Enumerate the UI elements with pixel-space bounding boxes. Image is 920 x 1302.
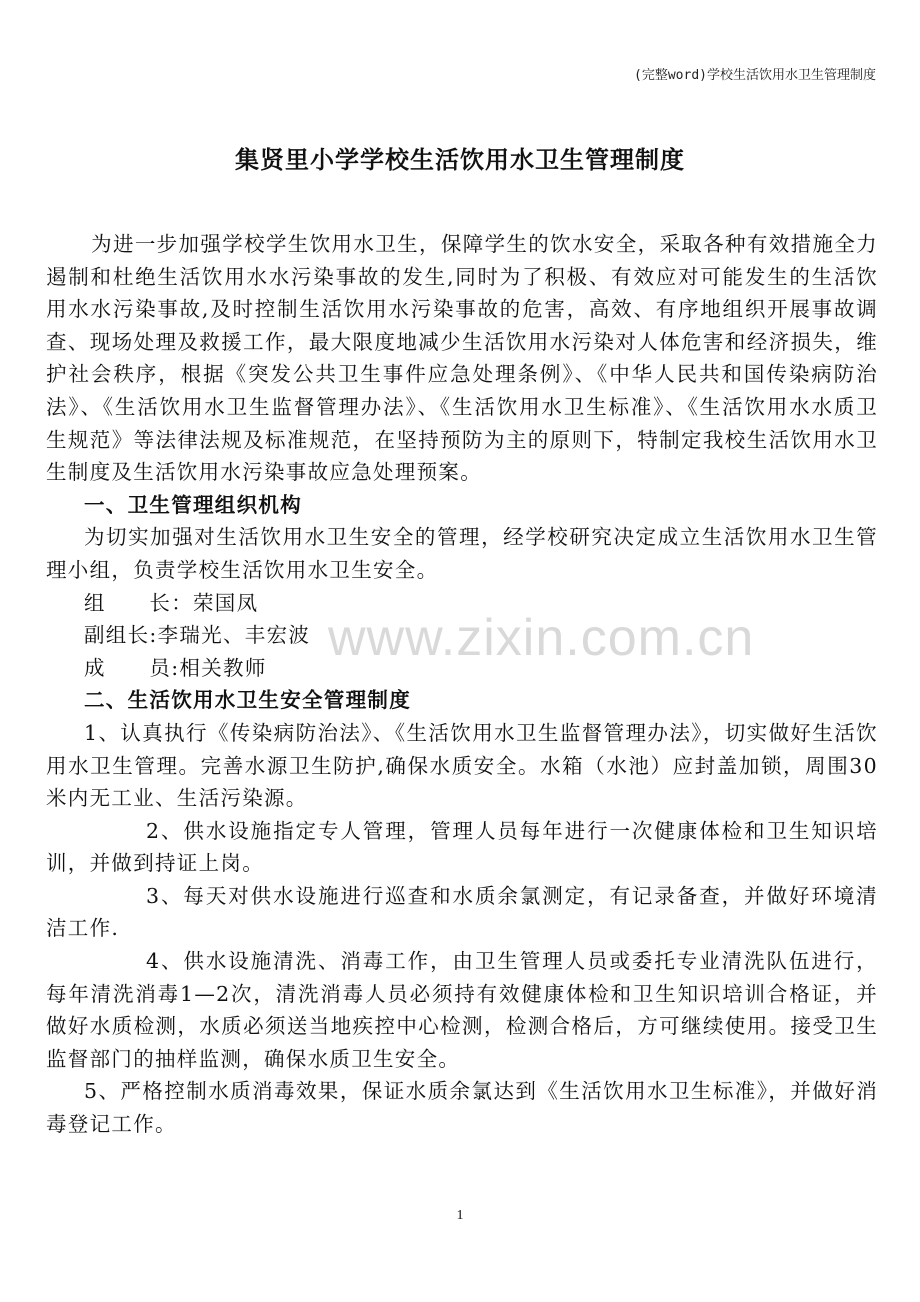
member-names: 李瑞光、丰宏波: [157, 623, 311, 648]
rule-item: 4、供水设施清洗、消毒工作，由卫生管理人员或委托专业清洗队伍进行，每年清洗消毒1—2次，清洗消毒人员必须持有效健康体检和卫生知识培训合格证，并做好水质检测，水质必须送当地疾控中心检测，检测合格后，方可继续使用。接受卫生监督部门的抽样监测，确保水质卫生安全。: [46, 949, 878, 1071]
member-names: 荣国凤: [193, 590, 259, 615]
section-heading-organization: 一、卫生管理组织机构: [84, 492, 302, 517]
intro-paragraph: 为进一步加强学校学生饮用水卫生，保障学生的饮水安全，采取各种有效措施全力遏制和杜绝生活饮用水水污染事故的发生,同时为了积极、有效应对可能发生的生活饮用水水污染事故,及时控制生活饮用水污染事故的危害，高效、有序地组织开展事故调查、现场处理及救援工作，最大限度地减少生活饮用水污染对人体危害和经济损失，维护社会秩序，根据《突发公共卫生事件应急处理条例》、《中华人民共和国传染病防治法》、《生活饮用水卫生监督管理办法》、《生活饮用水卫生标准》、《生活饮用水水质卫生规范》等法律法规及标准规范，在坚持预防为主的原则下，特制定我校生活饮用水卫生制度及生活饮用水污染事故应急处理预案。: [46, 232, 878, 485]
member-role: 成 员:: [84, 655, 180, 680]
member-row: [46, 619, 878, 652]
document-title: 集贤里小学学校生活饮用水卫生管理制度: [235, 146, 685, 174]
member-names: 相关教师: [179, 655, 267, 680]
organization-paragraph: 为切实加强对生活饮用水卫生安全的管理，经学校研究决定成立生活饮用水卫生管理小组，负责学校生活饮用水卫生安全。: [46, 525, 878, 582]
rule-item: 3、每天对供水设施进行巡查和水质余氯测定，有记录备查，并做好环境清洁工作.: [46, 883, 878, 941]
page-number: 1: [456, 1208, 464, 1223]
document-body: [46, 228, 878, 1141]
rule-item: 2、供水设施指定专人管理，管理人员每年进行一次健康体检和卫生知识培训，并做到持证上岗。: [46, 818, 878, 876]
member-row: [46, 652, 878, 685]
rule-item: 1、认真执行《传染病防治法》、《生活饮用水卫生监督管理办法》，切实做好生活饮用水卫生管理。完善水源卫生防护,确保水质安全。水箱（水池）应封盖加锁，周围30米内无工业、生活污染源。: [46, 720, 878, 811]
member-role: 副组长:: [84, 623, 158, 648]
rule-item: 5、严格控制水质消毒效果，保证水质余氯达到《生活饮用水卫生标准》，并做好消毒登记工作。: [46, 1079, 878, 1137]
running-header: (完整word)学校生活饮用水卫生管理制度: [634, 68, 876, 83]
watermark: www.zixin.com.cn: [328, 609, 755, 667]
member-role: 组 长：: [84, 590, 193, 615]
member-row: [46, 587, 878, 620]
section-heading-management: 二、生活饮用水卫生安全管理制度: [84, 688, 411, 713]
